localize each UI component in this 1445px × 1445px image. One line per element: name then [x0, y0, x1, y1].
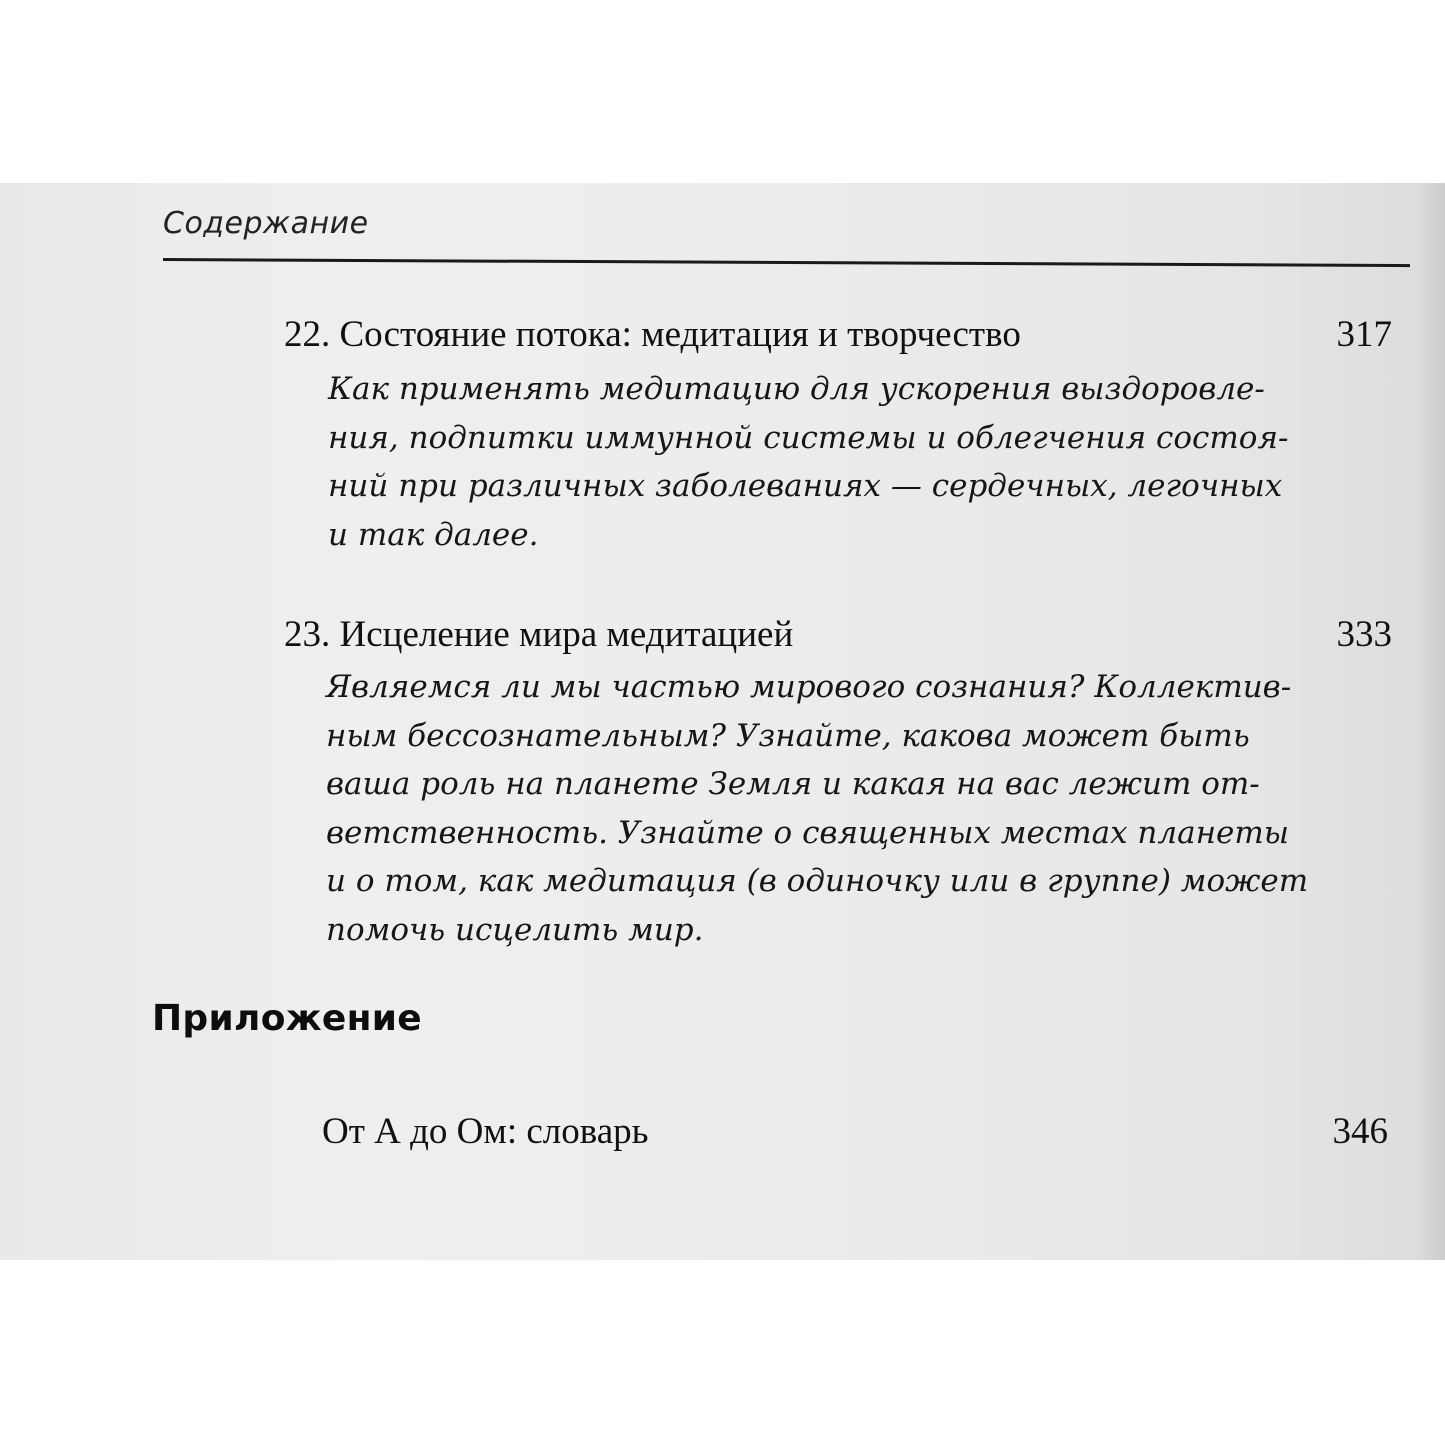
description-line: и о том, как медитация (в одиночку или в группе) может — [326, 863, 1309, 899]
toc-entry-page-number: 317 — [1336, 314, 1392, 355]
description-line: ветственность. Узнайте о священных местах планеты — [326, 814, 1290, 851]
appendix-heading: Приложение — [152, 998, 422, 1039]
toc-entry-title: 23. Исцеление мира медитацией — [284, 614, 794, 655]
toc-entry-page-number: 333 — [1336, 614, 1392, 655]
appendix-item-title: От А до Ом: словарь — [322, 1111, 649, 1152]
description-line: и так далее. — [328, 516, 539, 553]
page-edge-shadow — [1417, 183, 1445, 1260]
description-line: ным бессознательным? Узнайте, какова может быть — [326, 717, 1250, 754]
running-head: Содержание — [163, 206, 369, 241]
description-line: Являемся ли мы частью мирового сознания? Коллектив- — [326, 669, 1292, 705]
description-line: ний при различных заболеваниях — сердечных, легочных — [328, 468, 1283, 504]
description-line: ваша роль на планете Земля и какая на вас лежит от- — [326, 766, 1260, 802]
toc-entry-description — [328, 365, 1288, 559]
description-line: помочь исцелить мир. — [326, 911, 704, 948]
appendix-item-page-number: 346 — [1332, 1111, 1388, 1152]
description-line: ния, подпитки иммунной системы и облегчения состоя- — [328, 419, 1289, 456]
toc-entry-title: 22. Состояние потока: медитация и творчество — [284, 314, 1021, 355]
description-line: Как применять медитацию для ускорения выздоровле- — [328, 371, 1265, 407]
toc-entry-description — [326, 663, 1308, 954]
